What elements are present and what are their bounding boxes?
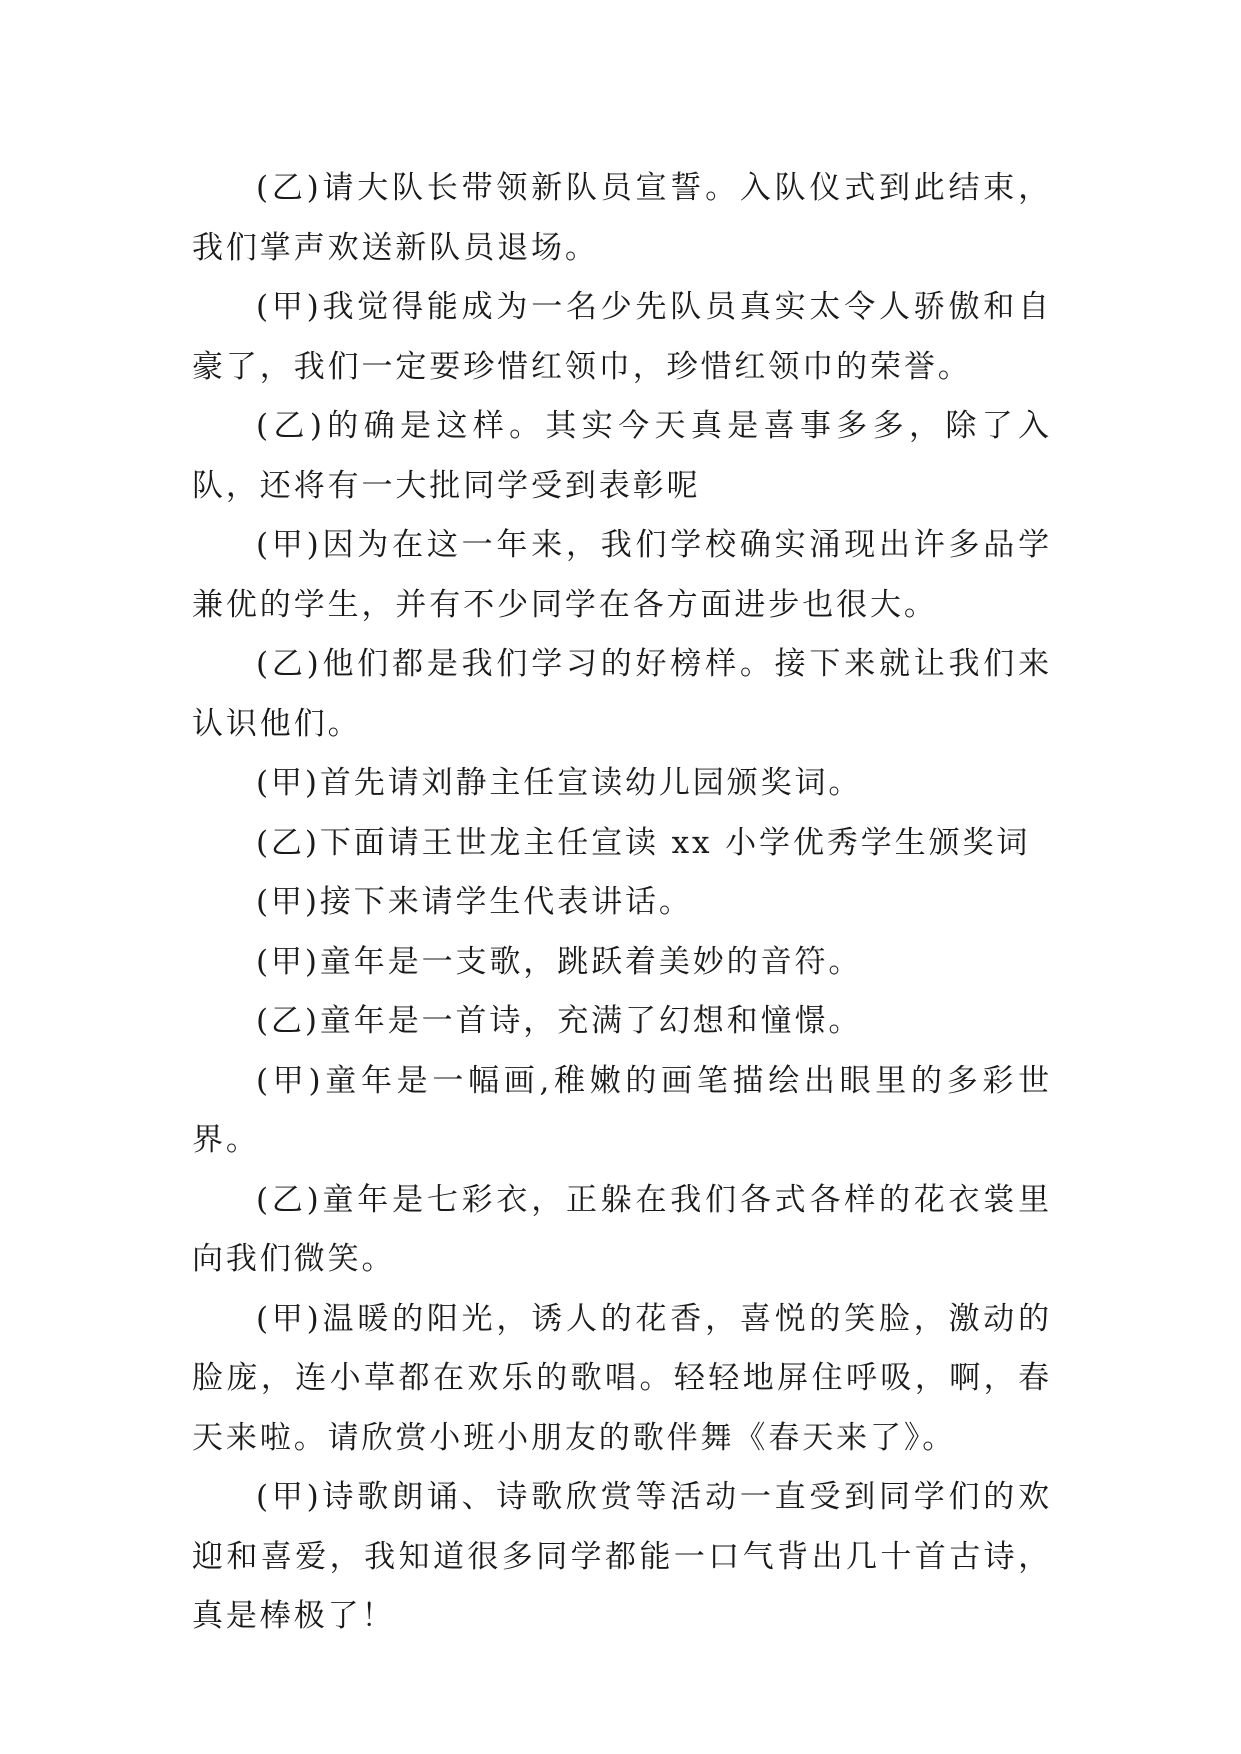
paragraph-10: (乙)童年是一首诗，充满了幻想和憧憬。 [256,1003,863,1039]
paragraph-13: (甲)温暖的阳光，诱人的花香，喜悦的笑脸，激动的脸庞，连小草都在欢乐的歌唱。轻轻地屏住呼吸，啊，春天来啦。请欣赏小班小朋友的歌伴舞《春天来了》。 [192,1300,1052,1456]
paragraph-4: (甲)因为在这一年来，我们学校确实涌现出许多品学兼优的学生，并有不少同学在各方面进步也很大。 [192,527,1052,623]
paragraph-12: (乙)童年是七彩衣，正躲在我们各式各样的花衣裳里向我们微笑。 [192,1181,1052,1277]
paragraph-1: (乙)请大队长带领新队员宣誓。入队仪式到此结束，我们掌声欢送新队员退场。 [192,170,1052,266]
paragraph-11: (甲)童年是一幅画,稚嫩的画笔描绘出眼里的多彩世界。 [192,1062,1052,1158]
paragraph-6: (甲)首先请刘静主任宣读幼儿园颁奖词。 [256,765,863,801]
document-body [192,159,1052,1647]
paragraph-14: (甲)诗歌朗诵、诗歌欣赏等活动一直受到同学们的欢迎和喜爱，我知道很多同学都能一口气背出几十首古诗，真是棒极了！ [192,1479,1052,1634]
paragraph-7: (乙)下面请王世龙主任宣读 xx 小学优秀学生颁奖词 [256,824,1031,861]
paragraph-9: (甲)童年是一支歌，跳跃着美妙的音符。 [256,943,863,980]
paragraph-5: (乙)他们都是我们学习的好榜样。接下来就让我们来认识他们。 [192,646,1052,742]
paragraph-8: (甲)接下来请学生代表讲话。 [256,884,693,920]
paragraph-2: (甲)我觉得能成为一名少先队员真实太令人骄傲和自豪了，我们一定要珍惜红领巾，珍惜红领巾的荣誉。 [192,289,1052,385]
paragraph-3: (乙)的确是这样。其实今天真是喜事多多，除了入队，还将有一大批同学受到表彰呢 [192,408,1052,504]
